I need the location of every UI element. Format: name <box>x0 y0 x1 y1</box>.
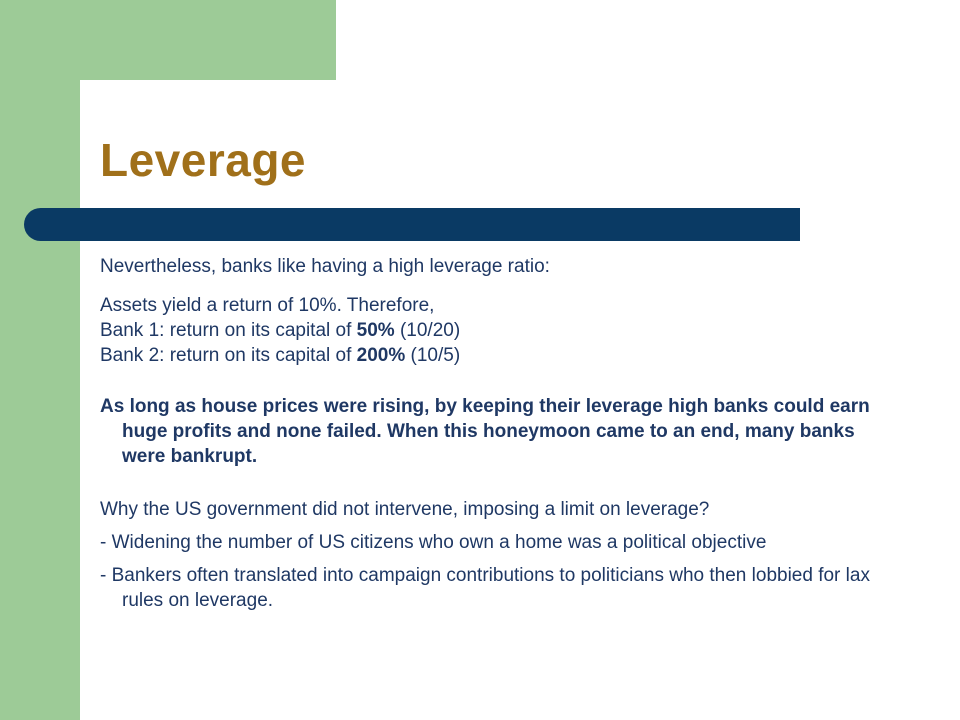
green-sidebar <box>0 0 80 720</box>
bank1-prefix: Bank 1: return on its capital of <box>100 320 357 341</box>
title-divider-bar <box>24 208 800 241</box>
rounded-content-corner <box>80 80 140 140</box>
assets-line: Assets yield a return of 10%. Therefore, <box>100 295 435 316</box>
bank2-value: 200% <box>356 345 406 366</box>
bank1-value: 50% <box>356 320 395 341</box>
bold-paragraph: As long as house prices were rising, by keeping their leverage high banks could earn huge profits and none failed. When this honeymoon came to an end, many banks were bankrupt. <box>100 396 870 467</box>
bank2-prefix: Bank 2: return on its capital of <box>100 345 357 366</box>
bank1-line <box>100 318 880 343</box>
bank2-line <box>100 343 880 368</box>
bank2-suffix: (10/5) <box>405 345 461 366</box>
slide-title: Leverage <box>100 134 307 186</box>
bullet-political-objective: - Widening the number of US citizens who own a home was a political objective <box>100 532 767 553</box>
bank1-suffix: (10/20) <box>394 320 461 341</box>
question-line: Why the US government did not intervene, imposing a limit on leverage? <box>100 499 710 520</box>
slide-body <box>100 254 880 613</box>
green-top-band <box>0 0 336 80</box>
bullet-campaign-contributions: - Bankers often translated into campaign contributions to politicians who then lobbied for lax rules on leverage. <box>100 565 870 611</box>
intro-line: Nevertheless, banks like having a high leverage ratio: <box>100 256 550 277</box>
